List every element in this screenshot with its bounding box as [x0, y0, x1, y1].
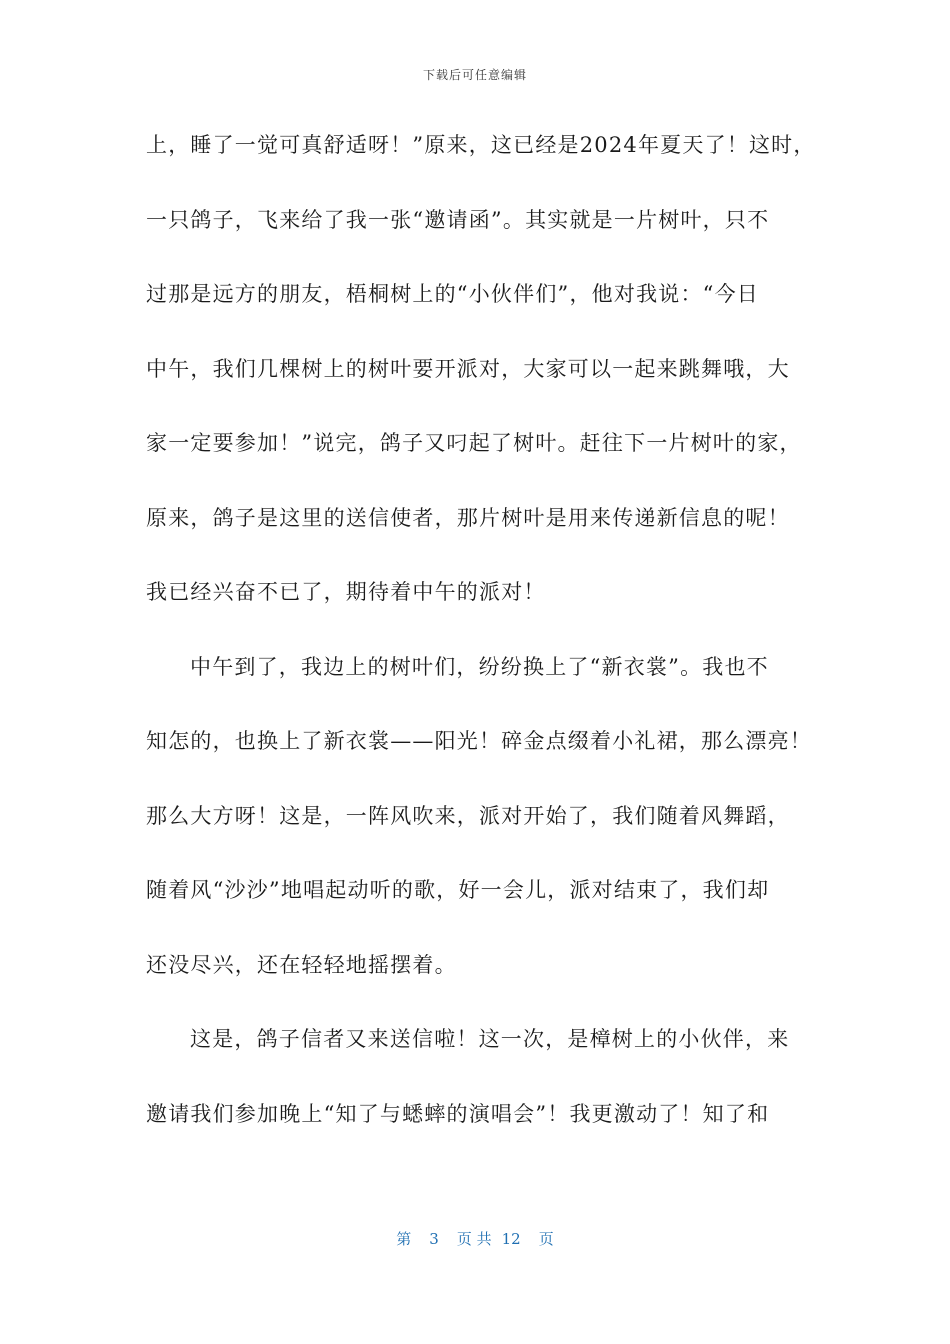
footer-prefix: 第 — [396, 1230, 412, 1248]
paragraph-start-line: 中午到了，我边上的树叶们，纷纷换上了“新衣裳”。我也不 — [190, 654, 769, 679]
paragraph-start-line: 这是，鸽子信者又来送信啦！这一次，是樟树上的小伙伴，来 — [190, 1027, 790, 1051]
text-line: 还没尽兴，还在轻轻地摇摆着。 — [146, 952, 457, 977]
text-line: 随着风“沙沙”地唱起动听的歌，好一会儿，派对结束了，我们却 — [146, 878, 770, 902]
footer-middle: 页 共 — [456, 1230, 492, 1248]
page-header: 下载后可任意编辑 — [422, 68, 527, 82]
text-line: 我已经兴奋不已了，期待着中午的派对！ — [146, 580, 546, 604]
current-page-number: 3 — [429, 1230, 439, 1248]
text-line: 上，睡了一觉可真舒适呀！”原来，这已经是2024年夏天了！这时， — [146, 133, 816, 157]
text-line: 原来，鸽子是这里的送信使者，那片树叶是用来传递新信息的呢！ — [146, 505, 790, 530]
text-line: 一只鸽子，飞来给了我一张“邀请函”。其实就是一片树叶，只不 — [146, 207, 770, 232]
text-line: 那么大方呀！这是，一阵风吹来，派对开始了，我们随着风舞蹈， — [146, 803, 790, 828]
document-body — [146, 127, 816, 1170]
footer-suffix: 页 — [538, 1230, 554, 1248]
text-line: 邀请我们参加晚上“知了与蟋蟀的演唱会”！我更激动了！知了和 — [146, 1101, 770, 1126]
text-line: 过那是远方的朋友，梧桐树上的“小伙伴们”，他对我说：“今日 — [146, 282, 760, 306]
total-pages-number: 12 — [501, 1230, 521, 1248]
text-line: 家一定要参加！”说完，鸽子又叼起了树叶。赶往下一片树叶的家， — [146, 431, 802, 455]
page-footer — [0, 1228, 950, 1249]
text-line: 知怎的，也换上了新衣裳——阳光！碎金点缀着小礼裙，那么漂亮！ — [146, 729, 812, 753]
text-line: 中午，我们几棵树上的树叶要开派对，大家可以一起来跳舞哦，大 — [146, 356, 790, 381]
